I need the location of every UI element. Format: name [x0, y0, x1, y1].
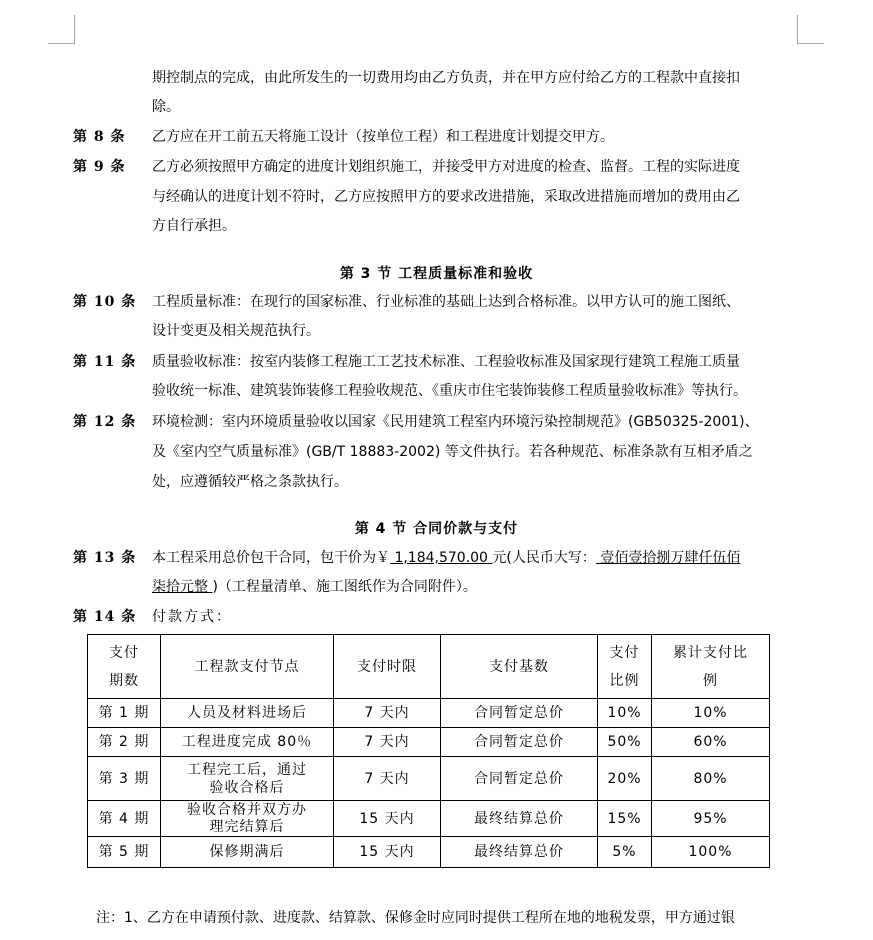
paragraph-line: 除。 — [152, 99, 180, 115]
payment-schedule-table — [87, 634, 770, 868]
cell-period: 第 5 期 — [88, 837, 161, 868]
cell-node-line: 工程完工后，通过 — [187, 761, 307, 778]
cell-cumulative: 80% — [652, 757, 770, 801]
article-text: 乙方必须按照甲方确定的进度计划组织施工，并接受甲方对进度的检查、监督。工程的实际进度 — [152, 159, 740, 175]
header-ratio — [598, 635, 652, 699]
crop-mark-top-right — [797, 15, 824, 44]
cell-node-line: 理完结算后 — [209, 818, 285, 835]
article-text: 乙方应在开工前五天将施工设计（按单位工程）和工程进度计划提交甲方。 — [152, 129, 614, 145]
cell-deadline: 7 天内 — [334, 728, 441, 757]
table-row — [88, 757, 770, 801]
cell-cumulative: 60% — [652, 728, 770, 757]
table-row — [88, 728, 770, 757]
article-number: 第 12 条 — [73, 414, 137, 430]
cell-deadline: 15 天内 — [334, 837, 441, 868]
cell-cumulative: 10% — [652, 699, 770, 728]
article-number: 第 9 条 — [73, 159, 126, 175]
article-number: 第 11 条 — [73, 354, 137, 370]
header-base: 支付基数 — [441, 635, 598, 699]
cell-ratio: 10% — [598, 699, 652, 728]
header-deadline: 支付时限 — [334, 635, 441, 699]
article-text: 与经确认的进度计划不符时，乙方应按照甲方的要求改进措施，采取改进措施而增加的费用由乙 — [152, 189, 740, 205]
cell-node-line: 验收合格并双方办 — [187, 801, 307, 818]
header-text: 期数 — [109, 672, 139, 689]
article-number: 第 14 条 — [73, 609, 137, 625]
amount-words-cont: 柒拾元整 — [152, 579, 213, 595]
cell-base: 最终结算总价 — [441, 801, 598, 837]
table-row — [88, 699, 770, 728]
cell-node — [161, 801, 334, 837]
cell-ratio: 50% — [598, 728, 652, 757]
article-text — [152, 577, 477, 597]
article-text: 处，应遵循较严格之条款执行。 — [152, 474, 348, 490]
cell-ratio: 5% — [598, 837, 652, 868]
cell-node — [161, 757, 334, 801]
cell-ratio: 20% — [598, 757, 652, 801]
amount-words-label: 元(人民币大写： — [492, 550, 596, 566]
cell-base: 最终结算总价 — [441, 837, 598, 868]
cell-deadline: 15 天内 — [334, 801, 441, 837]
header-text: 支付 — [109, 644, 139, 661]
header-text: 例 — [703, 672, 718, 689]
cell-deadline: 7 天内 — [334, 757, 441, 801]
cell-base: 合同暂定总价 — [441, 757, 598, 801]
attachments-note: )（工程量清单、施工图纸作为合同附件）。 — [212, 579, 477, 595]
cell-cumulative: 100% — [652, 837, 770, 868]
crop-mark-top-left — [48, 15, 75, 44]
cell-period: 第 3 期 — [88, 757, 161, 801]
header-text: 支付 — [609, 644, 640, 661]
table-row — [88, 837, 770, 868]
article-text: 方自行承担。 — [152, 218, 236, 234]
cell-period: 第 4 期 — [88, 801, 161, 837]
table-header-row — [88, 635, 770, 699]
table-row — [88, 801, 770, 837]
header-text: 比例 — [609, 672, 640, 689]
article-text: 付款方式： — [152, 609, 232, 625]
cell-base: 合同暂定总价 — [441, 699, 598, 728]
section-heading: 第 3 节 工程质量标准和验收 — [339, 266, 534, 282]
article-text: 设计变更及相关规范执行。 — [152, 323, 320, 339]
article-number: 第 8 条 — [73, 129, 126, 145]
payment-note: 注：1、乙方在申请预付款、进度款、结算款、保修金时应同时提供工程所在地的地税发票，甲方通过银 — [96, 910, 735, 926]
cell-period: 第 2 期 — [88, 728, 161, 757]
article-text: 工程质量标准：在现行的国家标准、行业标准的基础上达到合格标准。以甲方认可的施工图纸、 — [152, 294, 740, 310]
article-text: 环境检测：室内环境质量验收以国家《民用建筑工程室内环境污染控制规范》(GB50325-2001)、 — [152, 414, 759, 430]
contract-price: 1,184,570.00 — [390, 550, 493, 566]
article-text — [152, 548, 740, 568]
cell-node: 保修期满后 — [161, 837, 334, 868]
cell-cumulative: 95% — [652, 801, 770, 837]
article-text: 及《室内空气质量标准》(GB/T 18883-2002) 等文件执行。若各种规范、标准条款有互相矛盾之 — [152, 444, 753, 460]
amount-words: 壹佰壹拾捌万肆仟伍佰 — [595, 550, 741, 566]
cell-node: 人员及材料进场后 — [161, 699, 334, 728]
header-text: 累计支付比 — [673, 644, 748, 661]
cell-deadline: 7 天内 — [334, 699, 441, 728]
article-text: 质量验收标准：按室内装修工程施工工艺技术标准、工程验收标准及国家现行建筑工程施工质量 — [152, 354, 740, 370]
cell-ratio: 15% — [598, 801, 652, 837]
cell-node-line: 验收合格后 — [209, 779, 285, 796]
section-heading: 第 4 节 合同价款与支付 — [354, 521, 519, 537]
header-node: 工程款支付节点 — [161, 635, 334, 699]
header-period — [88, 635, 161, 699]
price-label: 本工程采用总价包干合同，包干价为￥ — [152, 550, 390, 566]
article-number: 第 13 条 — [73, 550, 137, 566]
paragraph-line: 期控制点的完成，由此所发生的一切费用均由乙方负责，并在甲方应付给乙方的工程款中直接扣 — [152, 70, 740, 86]
article-number: 第 10 条 — [73, 294, 137, 310]
cell-period: 第 1 期 — [88, 699, 161, 728]
header-cumulative — [652, 635, 770, 699]
cell-node: 工程进度完成 80％ — [161, 728, 334, 757]
article-text: 验收统一标准、建筑装饰装修工程验收规范、《重庆市住宅装饰装修工程质量验收标准》等执行。 — [152, 383, 747, 399]
cell-base: 合同暂定总价 — [441, 728, 598, 757]
